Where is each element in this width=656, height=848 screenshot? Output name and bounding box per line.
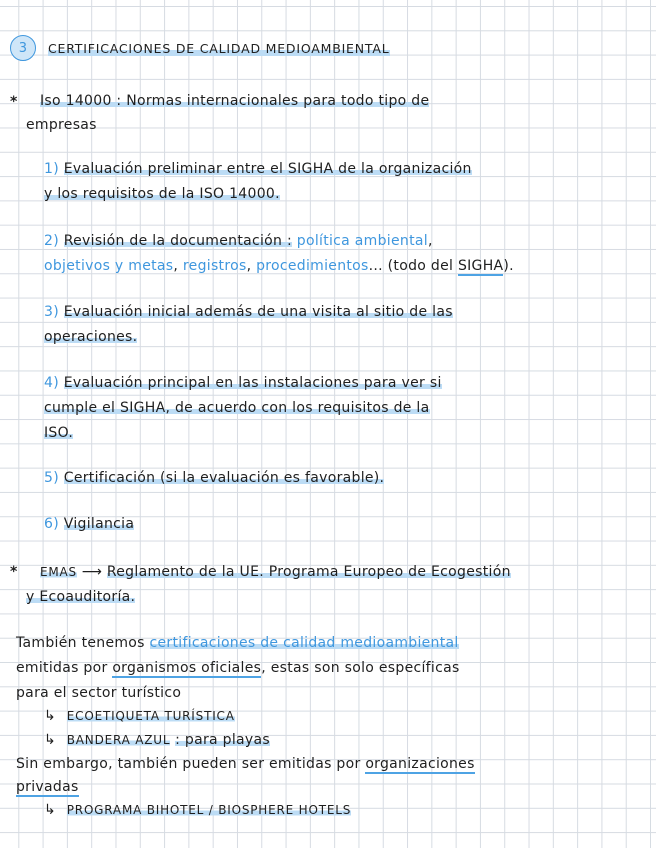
step-1-line-1 xyxy=(44,160,472,178)
step-5-number: 5) xyxy=(44,470,59,486)
closing-line-5 xyxy=(16,778,79,796)
step-2-politica: política ambiental xyxy=(296,233,428,249)
step-2-line-2 xyxy=(44,257,514,275)
closing-ecoetiqueta: ECOETIQUETA TURÍSTICA xyxy=(66,709,235,723)
step-3-line-1 xyxy=(44,303,453,321)
step-1-text: Evaluación preliminar entre el SIGHA de la organización xyxy=(63,161,472,177)
step-1-number: 1) xyxy=(44,161,59,177)
step-2-line-1 xyxy=(44,232,433,250)
step-3-number: 3) xyxy=(44,304,59,320)
closing-sub-3 xyxy=(44,801,351,819)
sub-arrow-icon-2: ↳ xyxy=(44,732,57,748)
step-6-number: 6) xyxy=(44,516,59,532)
closing-line-4 xyxy=(16,755,475,773)
emas-line-1 xyxy=(40,563,511,581)
step-2-todo: ... (todo del xyxy=(368,258,454,274)
closing-sub-1 xyxy=(44,707,235,725)
closing-especificas: , estas son solo específicas xyxy=(261,660,460,676)
step-2-objetivos: objetivos y metas xyxy=(44,258,174,274)
closing-organismos: organismos oficiales xyxy=(112,660,262,676)
step-6-line-1 xyxy=(44,515,134,533)
step-5-text: Certificación (si la evaluación es favorable). xyxy=(63,470,385,486)
step-1-text-2: y los requisitos de la ISO 14000. xyxy=(44,186,280,202)
closing-privadas: privadas xyxy=(16,779,79,795)
emas-line-2 xyxy=(26,588,135,606)
step-2-comma-3: , xyxy=(246,258,252,274)
step-1-line-2 xyxy=(44,185,280,203)
bullet-star-2: * xyxy=(10,564,18,580)
bullet-star: * xyxy=(10,94,18,110)
step-4-line-2 xyxy=(44,399,430,417)
step-2-procedimientos: procedimientos xyxy=(256,258,369,274)
step-4-line-3 xyxy=(44,424,73,442)
step-2-number: 2) xyxy=(44,233,59,249)
sub-arrow-icon-3: ↳ xyxy=(44,802,57,818)
emas-text-2: y Ecoauditoría. xyxy=(26,589,136,605)
step-4-text: Evaluación principal en las instalaciones para ver si xyxy=(63,375,442,391)
iso-line-1-text: Iso 14000 : Normas internacionales para todo tipo de xyxy=(40,93,430,109)
step-4-line-1 xyxy=(44,374,442,392)
step-2-sigha: SIGHA xyxy=(457,258,504,274)
step-6-text: Vigilancia xyxy=(63,516,135,532)
step-2-text: Revisión de la documentación : xyxy=(63,233,292,249)
emas-text: Reglamento de la UE. Programa Europeo de Ecogestión xyxy=(106,564,511,580)
closing-sin-embargo: Sin embargo, también pueden ser emitidas por xyxy=(16,756,361,772)
step-2-comma: , xyxy=(427,233,433,249)
step-4-text-2: cumple el SIGHA, de acuerdo con los requisitos de la xyxy=(44,400,430,416)
step-2-close: ). xyxy=(503,258,514,274)
iso-line-2: empresas xyxy=(26,117,97,133)
section-number-badge: 3 xyxy=(10,35,36,61)
step-3-text: Evaluación inicial además de una visita al sitio de las xyxy=(63,304,453,320)
iso-line-1 xyxy=(40,92,429,110)
sub-arrow-icon: ↳ xyxy=(44,708,57,724)
emas-term: EMAS xyxy=(40,565,77,579)
closing-sub-2 xyxy=(44,731,270,749)
step-3-line-2 xyxy=(44,328,137,346)
closing-bandera: BANDERA AZUL xyxy=(66,733,171,747)
closing-line-2 xyxy=(16,659,460,677)
closing-tambien: También tenemos xyxy=(16,635,145,651)
closing-certificaciones: certificaciones de calidad medioambiental xyxy=(149,635,459,651)
closing-playas: : para playas xyxy=(175,732,270,748)
step-5-line-1 xyxy=(44,469,384,487)
closing-organizaciones: organizaciones xyxy=(365,756,475,772)
closing-emitidas: emitidas por xyxy=(16,660,108,676)
closing-bihotel: PROGRAMA BIHOTEL / BIOSPHERE HOTELS xyxy=(66,803,352,817)
section-title: CERTIFICACIONES DE CALIDAD MEDIOAMBIENTAL xyxy=(48,41,390,56)
step-3-text-2: operaciones. xyxy=(44,329,138,345)
step-2-comma-2: , xyxy=(173,258,179,274)
closing-line-3: para el sector turístico xyxy=(16,685,182,701)
closing-line-1 xyxy=(16,634,459,652)
step-4-number: 4) xyxy=(44,375,59,391)
step-4-text-3: ISO. xyxy=(44,425,74,441)
arrow-right-icon: ⟶ xyxy=(81,564,103,580)
step-2-registros: registros xyxy=(182,258,247,274)
